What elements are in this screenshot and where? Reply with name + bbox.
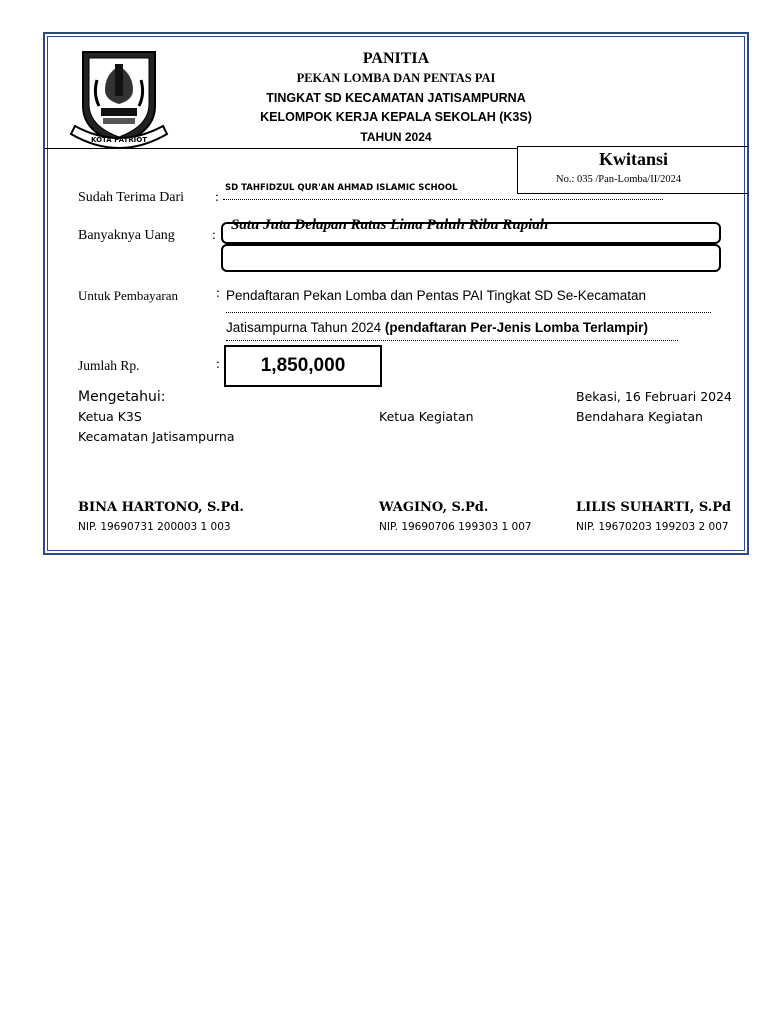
signer-name-1: BINA HARTONO, S.Pd. bbox=[78, 500, 244, 515]
signer-nip-3: NIP. 19670203 199203 2 007 bbox=[576, 521, 729, 533]
sign-role-1: Ketua K3S bbox=[78, 409, 142, 424]
purpose-text-2-normal: Jatisampurna Tahun 2024 bbox=[226, 320, 385, 335]
total-colon: : bbox=[216, 357, 220, 372]
purpose-line-1 bbox=[226, 286, 711, 313]
sign-role-3: Bendahara Kegiatan bbox=[576, 409, 703, 424]
kwitansi-title: Kwitansi bbox=[598, 149, 668, 169]
amount-words-colon: : bbox=[212, 228, 216, 243]
purpose-text-2-bold: (pendaftaran Per-Jenis Lomba Terlampir) bbox=[384, 320, 648, 335]
purpose-text-2 bbox=[226, 320, 648, 335]
sign-role-2: Ketua Kegiatan bbox=[379, 409, 474, 424]
total-label: Jumlah Rp. bbox=[78, 358, 140, 373]
total-box bbox=[224, 345, 382, 387]
header-subtitle: PEKAN LOMBA DAN PENTAS PAI bbox=[296, 71, 496, 85]
purpose-colon: : bbox=[216, 286, 220, 301]
signer-nip-2: NIP. 19690706 199303 1 007 bbox=[379, 521, 532, 533]
acknowledged-label: Mengetahui: bbox=[78, 389, 166, 405]
amount-words-label: Banyaknya Uang bbox=[78, 228, 175, 243]
received-from-value: SD TAHFIDZUL QUR'AN AHMAD ISLAMIC SCHOOL bbox=[225, 183, 458, 193]
sign-role-1b: Kecamatan Jatisampurna bbox=[78, 429, 235, 444]
place-date: Bekasi, 16 Februari 2024 bbox=[576, 389, 733, 404]
kwitansi-number: No.: 035 /Pan-Lomba/II/2024 bbox=[556, 174, 682, 185]
purpose-text-1: Pendaftaran Pekan Lomba dan Pentas PAI Tingkat SD Se-Kecamatan bbox=[226, 288, 647, 303]
purpose-label: Untuk Pembayaran bbox=[78, 288, 179, 303]
header-year: TAHUN 2024 bbox=[360, 130, 432, 144]
signer-nip-1: NIP. 19690731 200003 1 003 bbox=[78, 521, 231, 533]
header-level: TINGKAT SD KECAMATAN JATISAMPURNA bbox=[266, 91, 526, 105]
received-from-label: Sudah Terima Dari bbox=[78, 190, 185, 205]
received-from-colon: : bbox=[215, 190, 219, 205]
svg-text:KOTA PATRIOT: KOTA PATRIOT bbox=[90, 136, 148, 144]
amount-words-value: Satu Juta Delapan Ratus Lima Puluh Ribu Rupiah bbox=[231, 217, 549, 233]
purpose-line-2 bbox=[226, 318, 678, 341]
received-from-line bbox=[223, 180, 663, 200]
header-title: PANITIA bbox=[362, 50, 430, 67]
header-organization: KELOMPOK KERJA KEPALA SEKOLAH (K3S) bbox=[260, 110, 532, 124]
header-divider bbox=[45, 148, 517, 149]
amount-words-box-2 bbox=[221, 244, 721, 272]
signer-name-3: LILIS SUHARTI, S.Pd bbox=[576, 500, 732, 515]
receipt-frame bbox=[43, 32, 749, 555]
total-value: 1,850,000 bbox=[260, 355, 346, 376]
signer-name-2: WAGINO, S.Pd. bbox=[379, 500, 489, 515]
